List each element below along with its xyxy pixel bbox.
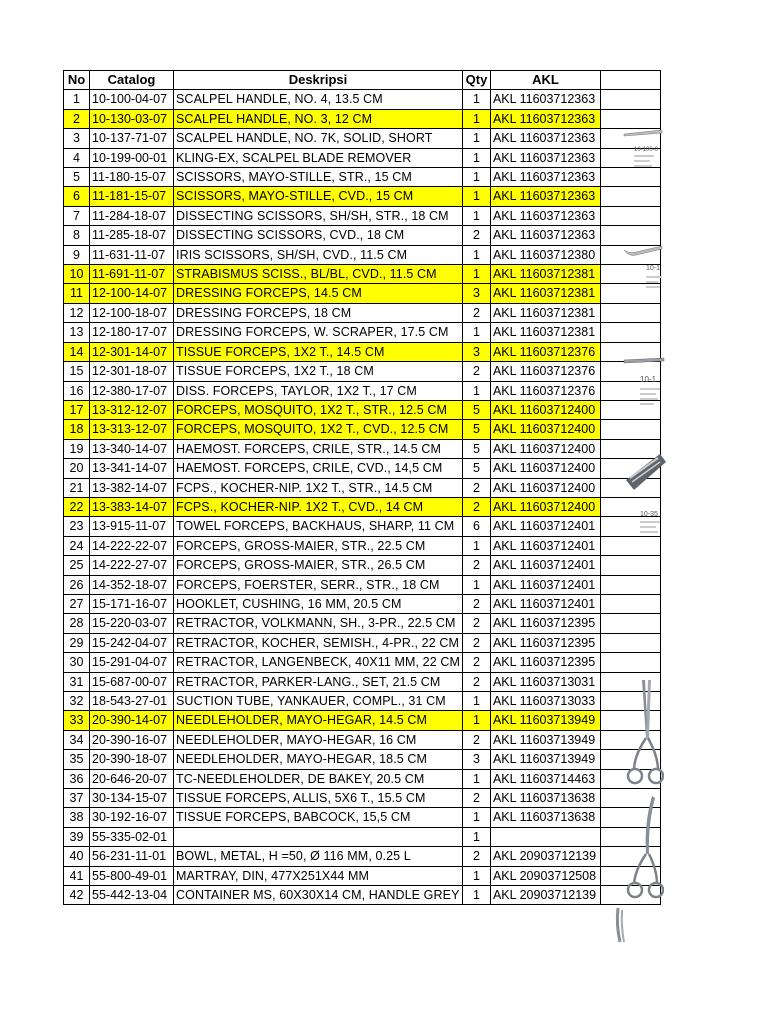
row-number: 28 <box>64 614 90 633</box>
table-row <box>64 594 661 613</box>
table-row <box>64 711 661 730</box>
akl-cell: AKL 11603712381 <box>490 323 600 342</box>
description-cell: DISSECTING SCISSORS, CVD., 18 CM <box>174 226 463 245</box>
akl-cell: AKL 11603712401 <box>490 517 600 536</box>
row-number: 17 <box>64 400 90 419</box>
table-row <box>64 245 661 264</box>
description-cell: RETRACTOR, VOLKMANN, SH., 3-PR., 22.5 CM <box>174 614 463 633</box>
image-cell <box>600 556 660 575</box>
scissors-partial-image <box>612 906 636 946</box>
row-number: 29 <box>64 633 90 652</box>
qty-cell: 2 <box>462 633 490 652</box>
catalog-cell: 30-192-16-07 <box>90 808 174 827</box>
scalpel-image-2 <box>622 236 666 300</box>
header-description: Deskripsi <box>174 71 463 90</box>
image-cell <box>600 594 660 613</box>
akl-cell: AKL 11603712400 <box>490 439 600 458</box>
row-number: 9 <box>64 245 90 264</box>
catalog-cell: 11-285-18-07 <box>90 226 174 245</box>
qty-cell: 1 <box>462 323 490 342</box>
qty-cell: 2 <box>462 362 490 381</box>
row-number: 40 <box>64 847 90 866</box>
row-number: 20 <box>64 459 90 478</box>
akl-cell: AKL 11603712380 <box>490 245 600 264</box>
catalog-cell: 13-915-11-07 <box>90 517 174 536</box>
catalog-cell: 12-100-14-07 <box>90 284 174 303</box>
catalog-cell: 20-390-18-07 <box>90 750 174 769</box>
qty-cell: 3 <box>462 284 490 303</box>
description-cell: DRESSING FORCEPS, 18 CM <box>174 303 463 322</box>
catalog-cell: 18-543-27-01 <box>90 692 174 711</box>
table-row <box>64 633 661 652</box>
qty-cell: 1 <box>462 90 490 109</box>
table-row <box>64 692 661 711</box>
description-cell: SUCTION TUBE, YANKAUER, COMPL., 31 CM <box>174 692 463 711</box>
catalog-cell: 30-134-15-07 <box>90 789 174 808</box>
qty-cell: 1 <box>462 187 490 206</box>
row-number: 1 <box>64 90 90 109</box>
description-cell: FORCEPS, GROSS-MAIER, STR., 22.5 CM <box>174 536 463 555</box>
description-cell: FCPS., KOCHER-NIP. 1X2 T., STR., 14.5 CM <box>174 478 463 497</box>
scalpel-image-3 <box>622 352 666 422</box>
table-row <box>64 342 661 361</box>
akl-cell: AKL 11603712381 <box>490 265 600 284</box>
catalog-cell: 13-312-12-07 <box>90 400 174 419</box>
akl-cell: AKL 11603712363 <box>490 109 600 128</box>
description-cell: RETRACTOR, LANGENBECK, 40X11 MM, 22 CM <box>174 653 463 672</box>
scalpel-image-1 <box>622 118 666 178</box>
qty-cell: 2 <box>462 556 490 575</box>
description-cell: SCISSORS, MAYO-STILLE, CVD., 15 CM <box>174 187 463 206</box>
table-row <box>64 459 661 478</box>
description-cell: TISSUE FORCEPS, 1X2 T., 14.5 CM <box>174 342 463 361</box>
description-cell <box>174 827 463 846</box>
row-number: 22 <box>64 497 90 516</box>
akl-cell: AKL 11603712400 <box>490 478 600 497</box>
header-qty: Qty <box>462 71 490 90</box>
akl-cell: AKL 11603713949 <box>490 750 600 769</box>
catalog-cell: 12-301-18-07 <box>90 362 174 381</box>
table-row <box>64 400 661 419</box>
akl-cell: AKL 20903712508 <box>490 866 600 885</box>
qty-cell: 2 <box>462 672 490 691</box>
description-cell: TC-NEEDLEHOLDER, DE BAKEY, 20.5 CM <box>174 769 463 788</box>
catalog-cell: 20-646-20-07 <box>90 769 174 788</box>
catalog-cell: 15-687-00-07 <box>90 672 174 691</box>
table-body <box>64 90 661 905</box>
catalog-cell: 11-691-11-07 <box>90 265 174 284</box>
description-cell: SCALPEL HANDLE, NO. 4, 13.5 CM <box>174 90 463 109</box>
akl-cell: AKL 20903712139 <box>490 886 600 905</box>
row-number: 7 <box>64 206 90 225</box>
row-number: 14 <box>64 342 90 361</box>
row-number: 5 <box>64 168 90 187</box>
image-cell <box>600 575 660 594</box>
table-row <box>64 517 661 536</box>
akl-cell: AKL 11603712363 <box>490 148 600 167</box>
table-row <box>64 672 661 691</box>
table-row <box>64 420 661 439</box>
catalog-cell: 13-341-14-07 <box>90 459 174 478</box>
qty-cell: 2 <box>462 478 490 497</box>
catalog-cell: 55-800-49-01 <box>90 866 174 885</box>
catalog-cell: 55-335-02-01 <box>90 827 174 846</box>
image-cell <box>600 614 660 633</box>
row-number: 8 <box>64 226 90 245</box>
row-number: 2 <box>64 109 90 128</box>
catalog-cell: 56-231-11-01 <box>90 847 174 866</box>
table-row <box>64 168 661 187</box>
row-number: 4 <box>64 148 90 167</box>
thumbnail-label-3: 10-1 <box>640 375 657 384</box>
row-number: 18 <box>64 420 90 439</box>
description-cell: NEEDLEHOLDER, MAYO-HEGAR, 14.5 CM <box>174 711 463 730</box>
akl-cell: AKL 11603713033 <box>490 692 600 711</box>
table-row <box>64 478 661 497</box>
qty-cell: 2 <box>462 594 490 613</box>
image-cell <box>600 420 660 439</box>
row-number: 15 <box>64 362 90 381</box>
qty-cell: 2 <box>462 730 490 749</box>
akl-cell: AKL 11603712363 <box>490 187 600 206</box>
image-cell <box>600 187 660 206</box>
row-number: 42 <box>64 886 90 905</box>
thumbnail-label-4: 10-35 <box>640 511 658 518</box>
catalog-cell: 10-100-04-07 <box>90 90 174 109</box>
description-cell: NEEDLEHOLDER, MAYO-HEGAR, 16 CM <box>174 730 463 749</box>
description-cell: DRESSING FORCEPS, 14.5 CM <box>174 284 463 303</box>
qty-cell: 5 <box>462 459 490 478</box>
akl-cell: AKL 11603712363 <box>490 168 600 187</box>
akl-cell: AKL 11603712395 <box>490 653 600 672</box>
akl-cell: AKL 11603712400 <box>490 420 600 439</box>
akl-cell: AKL 11603712395 <box>490 633 600 652</box>
description-cell: SCALPEL HANDLE, NO. 7K, SOLID, SHORT <box>174 129 463 148</box>
row-number: 37 <box>64 789 90 808</box>
catalog-cell: 13-383-14-07 <box>90 497 174 516</box>
akl-cell: AKL 11603713949 <box>490 711 600 730</box>
qty-cell: 1 <box>462 866 490 885</box>
qty-cell: 1 <box>462 206 490 225</box>
catalog-cell: 13-340-14-07 <box>90 439 174 458</box>
catalog-cell: 20-390-14-07 <box>90 711 174 730</box>
table-row <box>64 730 661 749</box>
catalog-cell: 13-382-14-07 <box>90 478 174 497</box>
header-row <box>64 71 661 90</box>
table-row <box>64 90 661 109</box>
akl-cell: AKL 11603712401 <box>490 594 600 613</box>
row-number: 33 <box>64 711 90 730</box>
akl-cell: AKL 11603713638 <box>490 808 600 827</box>
table-row <box>64 109 661 128</box>
akl-cell: AKL 11603712381 <box>490 284 600 303</box>
table-row <box>64 866 661 885</box>
table-row <box>64 148 661 167</box>
qty-cell: 3 <box>462 342 490 361</box>
akl-cell: AKL 11603712400 <box>490 400 600 419</box>
qty-cell: 1 <box>462 808 490 827</box>
description-cell: IRIS SCISSORS, SH/SH, CVD., 11.5 CM <box>174 245 463 264</box>
akl-cell: AKL 11603712400 <box>490 459 600 478</box>
description-cell: FORCEPS, GROSS-MAIER, STR., 26.5 CM <box>174 556 463 575</box>
row-number: 38 <box>64 808 90 827</box>
row-number: 6 <box>64 187 90 206</box>
table-row <box>64 206 661 225</box>
akl-cell: AKL 11603713638 <box>490 789 600 808</box>
table-row <box>64 323 661 342</box>
description-cell: HAEMOST. FORCEPS, CRILE, STR., 14.5 CM <box>174 439 463 458</box>
qty-cell: 2 <box>462 497 490 516</box>
row-number: 11 <box>64 284 90 303</box>
row-number: 34 <box>64 730 90 749</box>
catalog-cell: 12-180-17-07 <box>90 323 174 342</box>
qty-cell: 5 <box>462 439 490 458</box>
catalog-cell: 10-199-00-01 <box>90 148 174 167</box>
description-cell: RETRACTOR, KOCHER, SEMISH., 4-PR., 22 CM <box>174 633 463 652</box>
header-no: No <box>64 71 90 90</box>
catalog-cell: 15-242-04-07 <box>90 633 174 652</box>
akl-cell: AKL 11603713949 <box>490 730 600 749</box>
image-cell <box>600 206 660 225</box>
description-cell: DISSECTING SCISSORS, SH/SH, STR., 18 CM <box>174 206 463 225</box>
description-cell: BOWL, METAL, H =50, Ø 116 MM, 0.25 L <box>174 847 463 866</box>
table-row <box>64 886 661 905</box>
akl-cell: AKL 20903712139 <box>490 847 600 866</box>
catalog-cell: 10-137-71-07 <box>90 129 174 148</box>
row-number: 31 <box>64 672 90 691</box>
akl-cell: AKL 11603712376 <box>490 381 600 400</box>
table-row <box>64 497 661 516</box>
qty-cell: 1 <box>462 886 490 905</box>
qty-cell: 1 <box>462 381 490 400</box>
description-cell: TISSUE FORCEPS, ALLIS, 5X6 T., 15.5 CM <box>174 789 463 808</box>
row-number: 39 <box>64 827 90 846</box>
description-cell: TOWEL FORCEPS, BACKHAUS, SHARP, 11 CM <box>174 517 463 536</box>
table-row <box>64 769 661 788</box>
akl-cell: AKL 11603712401 <box>490 556 600 575</box>
row-number: 36 <box>64 769 90 788</box>
row-number: 25 <box>64 556 90 575</box>
row-number: 27 <box>64 594 90 613</box>
row-number: 10 <box>64 265 90 284</box>
catalog-cell: 20-390-16-07 <box>90 730 174 749</box>
akl-cell: AKL 11603712401 <box>490 536 600 555</box>
blade-remover-image <box>622 450 666 540</box>
qty-cell: 1 <box>462 168 490 187</box>
qty-cell: 2 <box>462 789 490 808</box>
table-row <box>64 284 661 303</box>
qty-cell: 2 <box>462 303 490 322</box>
catalog-cell: 11-180-15-07 <box>90 168 174 187</box>
qty-cell: 1 <box>462 129 490 148</box>
table-row <box>64 187 661 206</box>
qty-cell: 1 <box>462 692 490 711</box>
qty-cell: 2 <box>462 653 490 672</box>
row-number: 35 <box>64 750 90 769</box>
description-cell: DISS. FORCEPS, TAYLOR, 1X2 T., 17 CM <box>174 381 463 400</box>
qty-cell: 1 <box>462 109 490 128</box>
table-row <box>64 575 661 594</box>
row-number: 16 <box>64 381 90 400</box>
catalog-cell: 10-130-03-07 <box>90 109 174 128</box>
header-image <box>600 71 660 90</box>
akl-cell: AKL 11603712363 <box>490 226 600 245</box>
header-catalog: Catalog <box>90 71 174 90</box>
row-number: 23 <box>64 517 90 536</box>
scissors-straight-image <box>626 678 664 786</box>
catalog-cell: 11-284-18-07 <box>90 206 174 225</box>
table-row <box>64 614 661 633</box>
table-row <box>64 827 661 846</box>
catalog-cell: 55-442-13-04 <box>90 886 174 905</box>
akl-cell: AKL 11603714463 <box>490 769 600 788</box>
qty-cell: 2 <box>462 614 490 633</box>
catalog-cell: 13-313-12-07 <box>90 420 174 439</box>
description-cell: NEEDLEHOLDER, MAYO-HEGAR, 18.5 CM <box>174 750 463 769</box>
qty-cell: 5 <box>462 420 490 439</box>
qty-cell: 1 <box>462 575 490 594</box>
row-number: 30 <box>64 653 90 672</box>
akl-cell: AKL 11603713031 <box>490 672 600 691</box>
akl-cell: AKL 11603712400 <box>490 497 600 516</box>
description-cell: SCALPEL HANDLE, NO. 3, 12 CM <box>174 109 463 128</box>
table-row <box>64 381 661 400</box>
qty-cell: 1 <box>462 265 490 284</box>
table-row <box>64 847 661 866</box>
akl-cell: AKL 11603712376 <box>490 362 600 381</box>
catalog-cell: 12-380-17-07 <box>90 381 174 400</box>
catalog-cell: 15-171-16-07 <box>90 594 174 613</box>
description-cell: DRESSING FORCEPS, W. SCRAPER, 17.5 CM <box>174 323 463 342</box>
catalog-table <box>63 70 661 905</box>
qty-cell: 1 <box>462 245 490 264</box>
description-cell: CONTAINER MS, 60X30X14 CM, HANDLE GREY <box>174 886 463 905</box>
catalog-cell: 15-291-04-07 <box>90 653 174 672</box>
row-number: 24 <box>64 536 90 555</box>
row-number: 13 <box>64 323 90 342</box>
akl-cell: AKL 11603712363 <box>490 90 600 109</box>
qty-cell: 1 <box>462 536 490 555</box>
akl-cell <box>490 827 600 846</box>
header-akl: AKL <box>490 71 600 90</box>
description-cell: KLING-EX, SCALPEL BLADE REMOVER <box>174 148 463 167</box>
image-cell <box>600 633 660 652</box>
description-cell: MARTRAY, DIN, 477X251X44 MM <box>174 866 463 885</box>
catalog-cell: 15-220-03-07 <box>90 614 174 633</box>
qty-cell: 1 <box>462 769 490 788</box>
table-row <box>64 226 661 245</box>
table-row <box>64 362 661 381</box>
table-row <box>64 808 661 827</box>
description-cell: FORCEPS, FOERSTER, SERR., STR., 18 CM <box>174 575 463 594</box>
qty-cell: 1 <box>462 711 490 730</box>
qty-cell: 2 <box>462 226 490 245</box>
description-cell: RETRACTOR, PARKER-LANG., SET, 21.5 CM <box>174 672 463 691</box>
table-row <box>64 129 661 148</box>
row-number: 3 <box>64 129 90 148</box>
table-row <box>64 303 661 322</box>
table-row <box>64 536 661 555</box>
table-row <box>64 750 661 769</box>
thumbnail-label-1: 10-100-0 <box>634 147 659 153</box>
row-number: 26 <box>64 575 90 594</box>
catalog-cell: 11-181-15-07 <box>90 187 174 206</box>
akl-cell: AKL 11603712395 <box>490 614 600 633</box>
catalog-cell: 12-100-18-07 <box>90 303 174 322</box>
image-cell <box>600 653 660 672</box>
row-number: 12 <box>64 303 90 322</box>
row-number: 21 <box>64 478 90 497</box>
table-row <box>64 789 661 808</box>
qty-cell: 6 <box>462 517 490 536</box>
qty-cell: 1 <box>462 148 490 167</box>
scissors-curved-image <box>626 794 664 902</box>
catalog-cell: 11-631-11-07 <box>90 245 174 264</box>
akl-cell: AKL 11603712363 <box>490 206 600 225</box>
description-cell: STRABISMUS SCISS., BL/BL, CVD., 11.5 CM <box>174 265 463 284</box>
table-row <box>64 556 661 575</box>
description-cell: SCISSORS, MAYO-STILLE, STR., 15 CM <box>174 168 463 187</box>
qty-cell: 3 <box>462 750 490 769</box>
akl-cell: AKL 11603712381 <box>490 303 600 322</box>
qty-cell: 2 <box>462 847 490 866</box>
catalog-cell: 14-352-18-07 <box>90 575 174 594</box>
table-row <box>64 265 661 284</box>
description-cell: FCPS., KOCHER-NIP. 1X2 T., CVD., 14 CM <box>174 497 463 516</box>
description-cell: TISSUE FORCEPS, 1X2 T., 18 CM <box>174 362 463 381</box>
catalog-cell: 12-301-14-07 <box>90 342 174 361</box>
table-row <box>64 439 661 458</box>
image-cell <box>600 90 660 109</box>
row-number: 19 <box>64 439 90 458</box>
catalog-cell: 14-222-27-07 <box>90 556 174 575</box>
table-row <box>64 653 661 672</box>
akl-cell: AKL 11603712401 <box>490 575 600 594</box>
akl-cell: AKL 11603712376 <box>490 342 600 361</box>
description-cell: HAEMOST. FORCEPS, CRILE, CVD., 14,5 CM <box>174 459 463 478</box>
description-cell: FORCEPS, MOSQUITO, 1X2 T., CVD., 12.5 CM <box>174 420 463 439</box>
thumbnail-label-2: 10-1 <box>646 265 661 272</box>
qty-cell: 1 <box>462 827 490 846</box>
description-cell: FORCEPS, MOSQUITO, 1X2 T., STR., 12.5 CM <box>174 400 463 419</box>
description-cell: HOOKLET, CUSHING, 16 MM, 20.5 CM <box>174 594 463 613</box>
description-cell: TISSUE FORCEPS, BABCOCK, 15,5 CM <box>174 808 463 827</box>
catalog-cell: 14-222-22-07 <box>90 536 174 555</box>
row-number: 32 <box>64 692 90 711</box>
qty-cell: 5 <box>462 400 490 419</box>
row-number: 41 <box>64 866 90 885</box>
akl-cell: AKL 11603712363 <box>490 129 600 148</box>
image-cell <box>600 323 660 342</box>
image-cell <box>600 303 660 322</box>
